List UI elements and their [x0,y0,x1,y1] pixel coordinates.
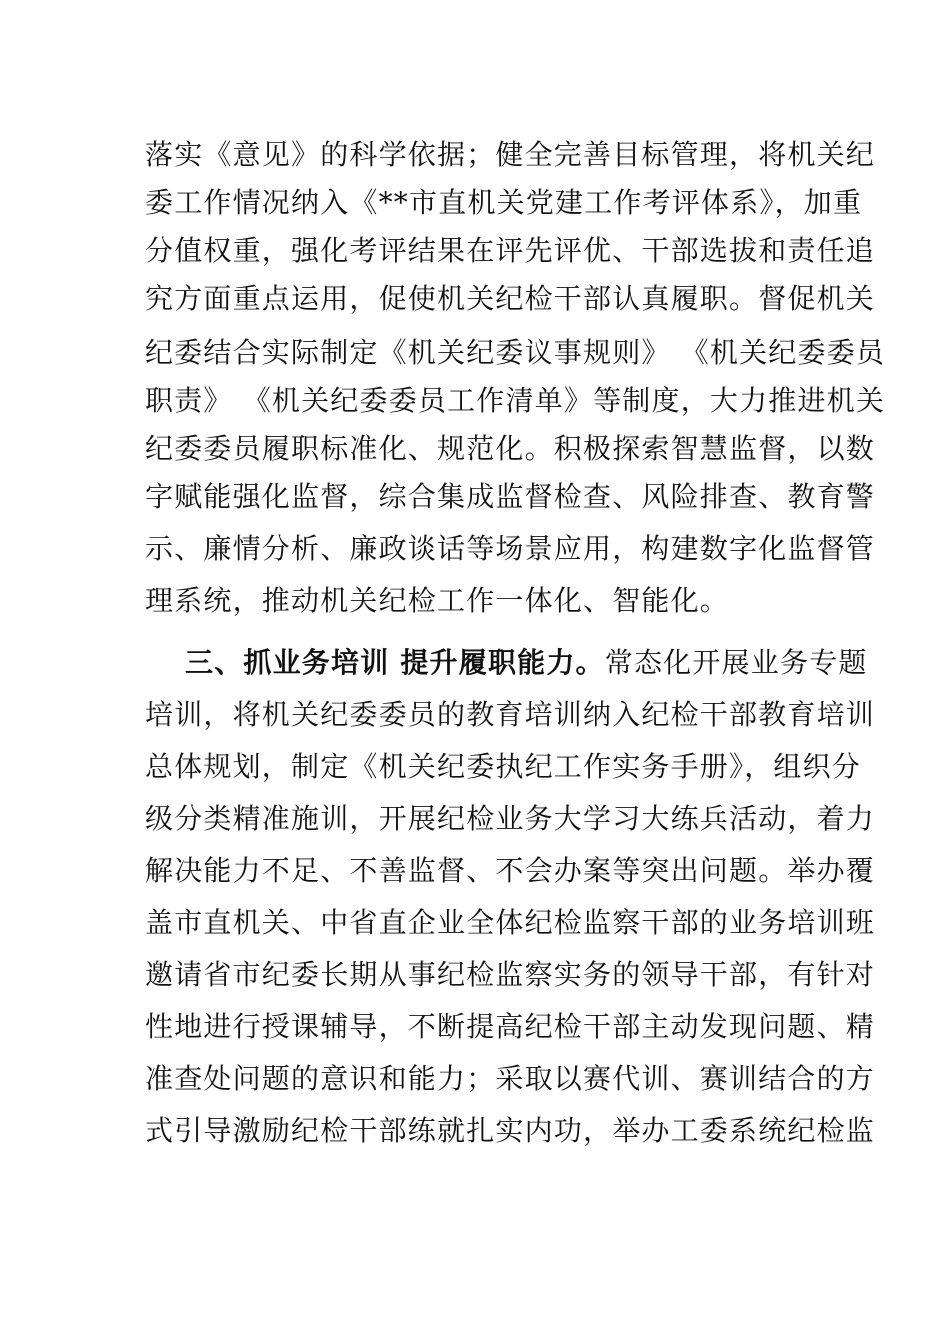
paragraph-line: 理系统，推动机关纪检工作一体化、智能化。 [145,584,730,617]
paragraph-line: 培训，将机关纪委委员的教育培训纳入纪检干部教育培训 [145,698,876,731]
paragraph-first-line [185,638,868,688]
paragraph-line: 示、廉情分析、廉政谈话等场景应用，构建数字化监督管 [145,532,876,565]
paragraph-line: 纪委结合实际制定《机关纪委议事规则》 《机关纪委委员 [145,336,886,369]
paragraph-line: 解决能力不足、不善监督、不会办案等突出问题。举办覆 [145,854,876,887]
paragraph-line: 邀请省市纪委长期从事纪检监察实务的领导干部，有针对 [145,958,876,991]
paragraph-line: 盖市直机关、中省直企业全体纪检监察干部的业务培训班 [145,906,876,939]
paragraph-line: 委工作情况纳入《**市直机关党建工作考评体系》，加重 [145,186,863,219]
paragraph-line: 分值权重，强化考评结果在评先评优、干部选拔和责任追 [145,234,876,267]
paragraph-line: 究方面重点运用，促使机关纪检干部认真履职。督促机关 [145,282,876,315]
paragraph-line: 准查处问题的意识和能力；采取以赛代训、赛训结合的方 [145,1062,876,1095]
paragraph-line: 落实《意见》的科学依据；健全完善目标管理，将机关纪 [145,138,876,171]
heading-continuation: 常态化开展业务专题 [604,646,868,679]
paragraph-line: 纪委委员履职标准化、规范化。积极探索智慧监督，以数 [145,432,876,465]
paragraph-line: 总体规划，制定《机关纪委执纪工作实务手册》，组织分 [145,750,862,783]
paragraph-line: 字赋能强化监督，综合集成监督检查、风险排查、教育警 [145,480,876,513]
paragraph-line: 式引导激励纪检干部练就扎实内功，举办工委系统纪检监 [145,1114,876,1147]
paragraph-line: 性地进行授课辅导，不断提高纪检干部主动发现问题、精 [145,1010,876,1043]
section-heading: 三、抓业务培训 提升履职能力。 [185,646,605,679]
paragraph-line: 职责》 《机关纪委委员工作清单》等制度，大力推进机关 [145,384,886,417]
paragraph-line: 级分类精准施训，开展纪检业务大学习大练兵活动，着力 [145,802,876,835]
